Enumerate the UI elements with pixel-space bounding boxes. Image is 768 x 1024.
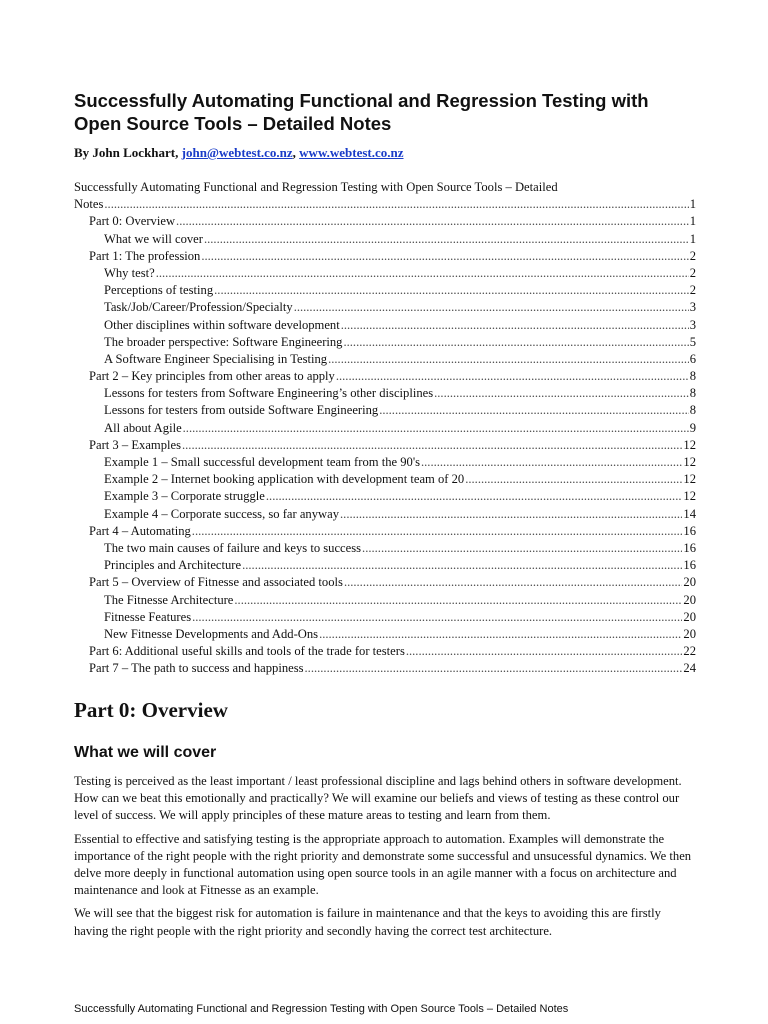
- toc-entry[interactable]: Part 7 – The path to success and happiness ..... 24: [74, 660, 696, 677]
- toc-entry[interactable]: Part 5 – Overview of Fitnesse and associated tools ..... 20: [74, 574, 696, 591]
- toc-entry[interactable]: Example 3 – Corporate struggle ..... 12: [74, 488, 696, 505]
- toc-entry[interactable]: Principles and Architecture ..... 16: [74, 557, 696, 574]
- toc-entry[interactable]: What we will cover ..... 1: [74, 231, 696, 248]
- toc-entry[interactable]: Part 4 – Automating ..... 16: [74, 523, 696, 540]
- byline: [74, 145, 404, 161]
- subsection-heading: What we will cover: [74, 744, 217, 761]
- toc-entry[interactable]: Fitnesse Features ..... 20: [74, 609, 696, 626]
- table-of-contents: [74, 179, 696, 677]
- page-footer: Successfully Automating Functional and Regression Testing with Open Source Tools – Detailed Notes: [74, 1003, 569, 1015]
- byline-author: By John Lockhart,: [74, 145, 182, 160]
- paragraph: We will see that the biggest risk for automation is failure in maintenance and that the keys to avoiding this are firstly having the right people with the right priority and secondly having the correct test architecture.: [74, 906, 661, 938]
- email-link[interactable]: john@webtest.co.nz: [181, 145, 293, 160]
- toc-entry[interactable]: The broader perspective: Software Engineering ..... 5: [74, 334, 696, 351]
- toc-entry-text-cont: Notes: [74, 197, 104, 212]
- toc-entry[interactable]: Example 1 – Small successful development team from the 90's ..... 12: [74, 454, 696, 471]
- toc-entry[interactable]: Example 2 – Internet booking application with development team of 20 ..... 12: [74, 471, 696, 488]
- toc-entry-text: Successfully Automating Functional and Regression Testing with Open Source Tools – Detailed: [74, 180, 558, 194]
- body-text: [74, 773, 696, 946]
- toc-entry-document-title[interactable]: [74, 179, 696, 213]
- toc-entry[interactable]: Example 4 – Corporate success, so far anyway ..... 14: [74, 506, 696, 523]
- toc-entry[interactable]: The two main causes of failure and keys to success ..... 16: [74, 540, 696, 557]
- toc-entry[interactable]: A Software Engineer Specialising in Testing ..... 6: [74, 351, 696, 368]
- section-heading: Part 0: Overview: [74, 698, 228, 722]
- paragraph: Essential to effective and satisfying testing is the appropriate approach to automation. Examples will demonstrate the importance of the right people with the right priority and demonstrate some successful and unsucessful dynamics. We then delve more deeply in functional automation using open source tools in an agile manner with a focus on architecture and maintenance and look at Fitnesse as an example.: [74, 831, 692, 898]
- toc-entry[interactable]: Perceptions of testing ..... 2: [74, 282, 696, 299]
- toc-entry[interactable]: New Fitnesse Developments and Add-Ons ..... 20: [74, 626, 696, 643]
- toc-entry[interactable]: Task/Job/Career/Profession/Specialty ..... 3: [74, 299, 696, 316]
- toc-entry[interactable]: Part 3 – Examples ..... 12: [74, 437, 696, 454]
- toc-entry[interactable]: Other disciplines within software development ..... 3: [74, 317, 696, 334]
- byline-separator: ,: [292, 145, 300, 160]
- toc-entry[interactable]: The Fitnesse Architecture ..... 20: [74, 592, 696, 609]
- toc-entry[interactable]: Part 6: Additional useful skills and tools of the trade for testers ..... 22: [74, 643, 696, 660]
- toc-entry[interactable]: Why test? ..... 2: [74, 265, 696, 282]
- toc-leader: [104, 196, 688, 213]
- toc-page-number: 1: [689, 197, 696, 212]
- paragraph: Testing is perceived as the least important / least professional discipline and lags behind others in software development. How can we beat this emotionally and practically? We will examine our beliefs and views of testing as these control our level of success. We will apply principles of these mature areas to testing and learn from them.: [74, 774, 682, 823]
- toc-entry[interactable]: Part 2 – Key principles from other areas to apply ..... 8: [74, 368, 696, 385]
- toc-entry[interactable]: Lessons for testers from outside Software Engineering ..... 8: [74, 402, 696, 419]
- toc-entry[interactable]: Part 1: The profession ..... 2: [74, 248, 696, 265]
- website-link[interactable]: www.webtest.co.nz: [299, 145, 404, 160]
- toc-entry[interactable]: Lessons for testers from Software Engineering’s other disciplines ..... 8: [74, 385, 696, 402]
- toc-entry[interactable]: Part 0: Overview ..... 1: [74, 213, 696, 230]
- document-title: Successfully Automating Functional and Regression Testing with Open Source Tools – Detailed Notes: [74, 90, 649, 134]
- toc-entry[interactable]: All about Agile ..... 9: [74, 420, 696, 437]
